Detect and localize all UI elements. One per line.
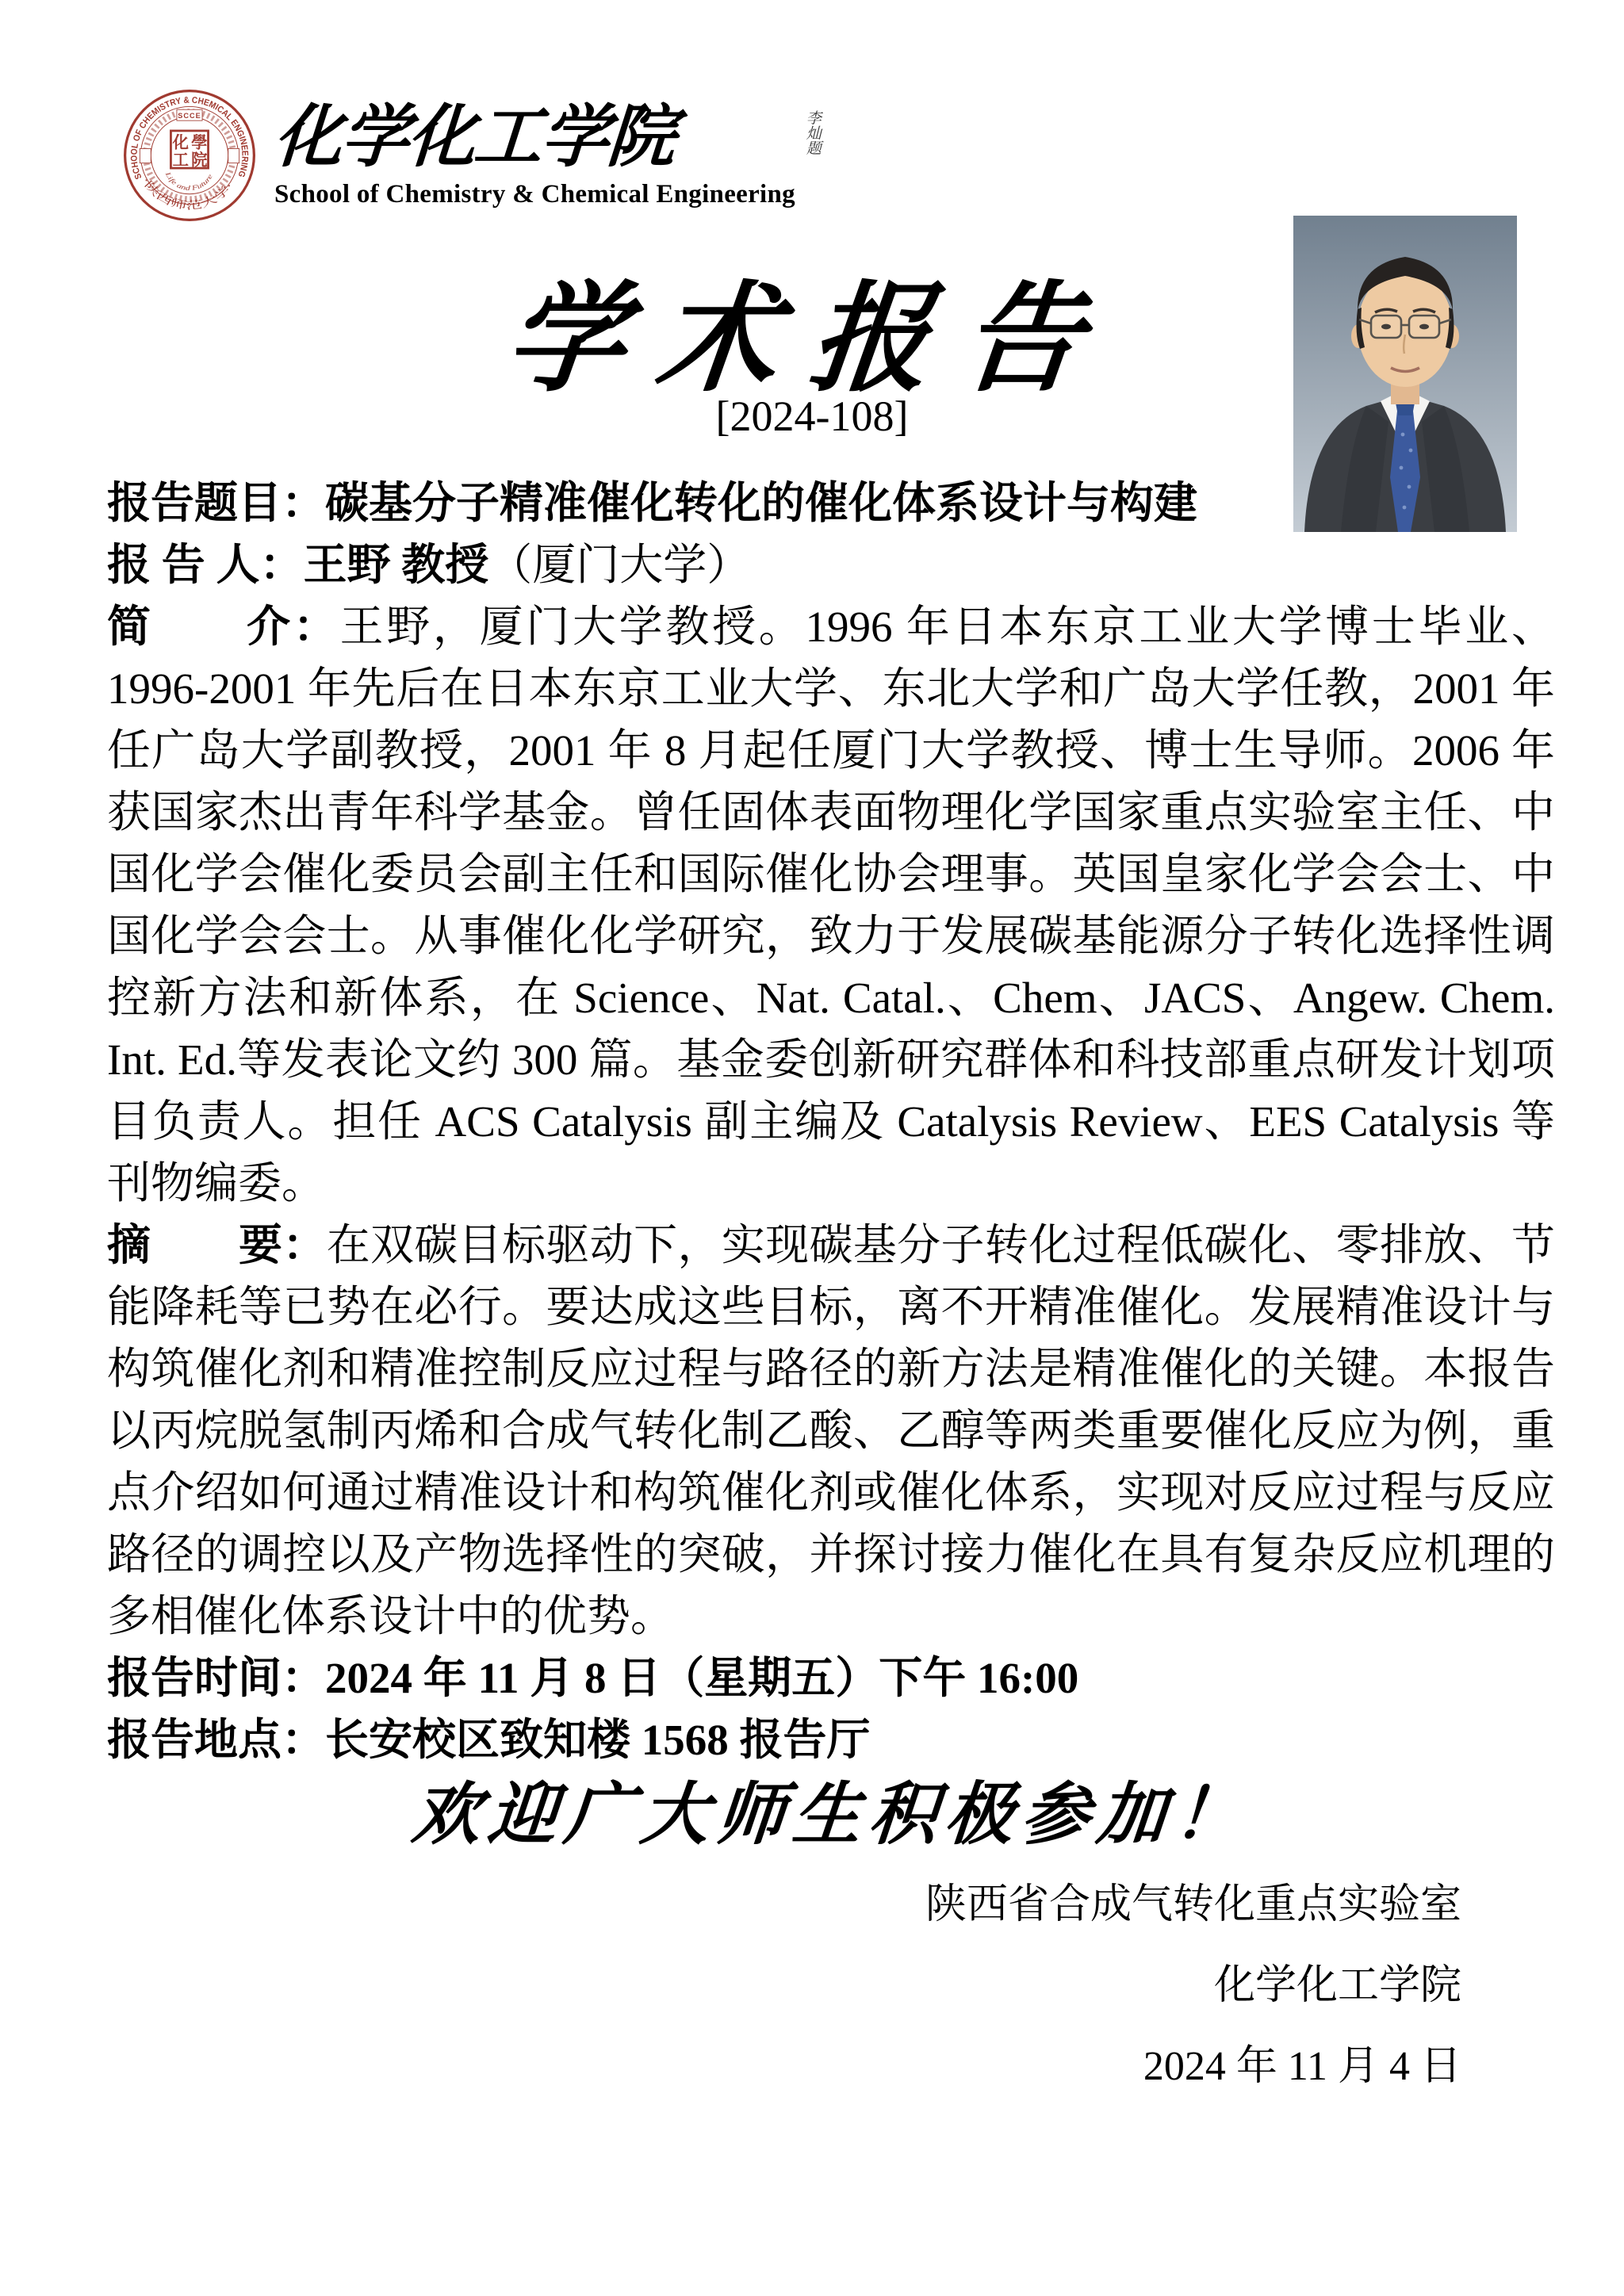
seal-center-char: 學 bbox=[191, 134, 208, 152]
bio-label: 简 介： bbox=[107, 603, 340, 651]
location-label: 报告地点： bbox=[107, 1716, 326, 1764]
report-title: 碳基分子精准催化转化的催化体系设计与构建 bbox=[325, 479, 1198, 527]
speaker-name: 王野 教授 bbox=[303, 541, 489, 589]
location-value: 长安校区致知楼 1568 报告厅 bbox=[325, 1716, 871, 1764]
abstract bbox=[107, 1215, 1555, 1647]
svg-text:Life and Future bbox=[163, 170, 214, 192]
time-line bbox=[107, 1647, 1555, 1709]
signature-school: 化学化工学院 bbox=[1213, 1963, 1461, 2008]
seal-university-name: ·陕西师范大学· bbox=[140, 174, 235, 212]
page-title: 学术报告 bbox=[499, 274, 1123, 406]
speaker-affiliation: （厦门大学） bbox=[488, 541, 751, 589]
report-title-line bbox=[107, 473, 1555, 534]
school-logo-block bbox=[117, 83, 853, 228]
school-name-cn: 化学化工学院 bbox=[271, 99, 677, 176]
time-label: 报告时间： bbox=[107, 1654, 326, 1702]
signature-lab: 陕西省合成气转化重点实验室 bbox=[925, 1882, 1461, 1927]
speaker-line bbox=[107, 534, 1555, 596]
abstract-label: 摘 要： bbox=[107, 1221, 327, 1269]
report-title-label: 报告题目： bbox=[107, 479, 326, 527]
svg-text:·陕西师范大学· bbox=[140, 175, 236, 212]
announcement-body bbox=[107, 473, 1555, 2107]
seal-acronym: SCCE bbox=[178, 111, 201, 120]
issue-number: [2024-108] bbox=[715, 392, 909, 440]
bio-text: 王野，厦门大学教授。1996 年日本东京工业大学博士毕业、1996-2001 年先后在日本东京工业大学、东北大学和广岛大学任教，2001 年任广岛大学副教授，2001 年 8 月起任厦门大学教授、博士生导师。2006 年获国家杰出青年科学基金。曾任固体表面物理化学国家重点实验室主任、中国化学会催化委员会副主任和国际催化协会理事。英国皇家化学会会士、中国化学会会士。从事催化化学研究，致力于发展碳基能源分子转化选择性调控新方法和新体系，在 Science、Nat. Catal.、Chem、JACS、Angew. Chem. Int. Ed.等发表论文约 300 篇。基金委创新研究群体和科技部重点研发计划项目负责人。担任 ACS Catalysis 副主编及 Catalysis Review、EES Catalysis 等刊物编委。 bbox=[107, 603, 1555, 1207]
signature-date: 2024 年 11 月 4 日 bbox=[1143, 2044, 1461, 2089]
signature-block bbox=[107, 1865, 1555, 2107]
school-name-block bbox=[271, 99, 795, 209]
school-seal-icon bbox=[117, 83, 262, 228]
school-name-en: School of Chemistry & Chemical Engineering bbox=[274, 179, 795, 209]
seal-ring-text: SCHOOL OF CHEMISTRY & CHEMICAL ENGINEERING bbox=[129, 95, 250, 181]
seal-center-char: 工 bbox=[172, 151, 189, 170]
seal-center-char: 院 bbox=[191, 151, 208, 170]
speaker-bio bbox=[107, 596, 1555, 1215]
time-value: 2024 年 11 月 8 日（星期五）下午 16:00 bbox=[325, 1654, 1079, 1702]
abstract-text: 在双碳目标驱动下，实现碳基分子转化过程低碳化、零排放、节能降耗等已势在必行。要达成这些目标，离不开精准催化。发展精准设计与构筑催化剂和精准控制反应过程与路径的新方法是精准催化的关键。本报告以丙烷脱氢制丙烯和合成气转化制乙酸、乙醇等两类重要催化反应为例，重点介绍如何通过精准设计和构筑催化剂或催化体系，实现对反应过程与反应路径的调控以及产物选择性的突破，并探讨接力催化在具有复杂反应机理的多相催化体系设计中的优势。 bbox=[107, 1221, 1555, 1640]
calligraphy-inscription: 李灿题 bbox=[803, 110, 821, 155]
location-line bbox=[107, 1709, 1555, 1771]
seal-center-char: 化 bbox=[172, 134, 189, 152]
seal-motto: Life and Future bbox=[163, 170, 213, 192]
speaker-label: 报 告 人： bbox=[107, 541, 304, 589]
welcome-message: 欢迎广大师生积极参加！ bbox=[408, 1777, 1254, 1853]
